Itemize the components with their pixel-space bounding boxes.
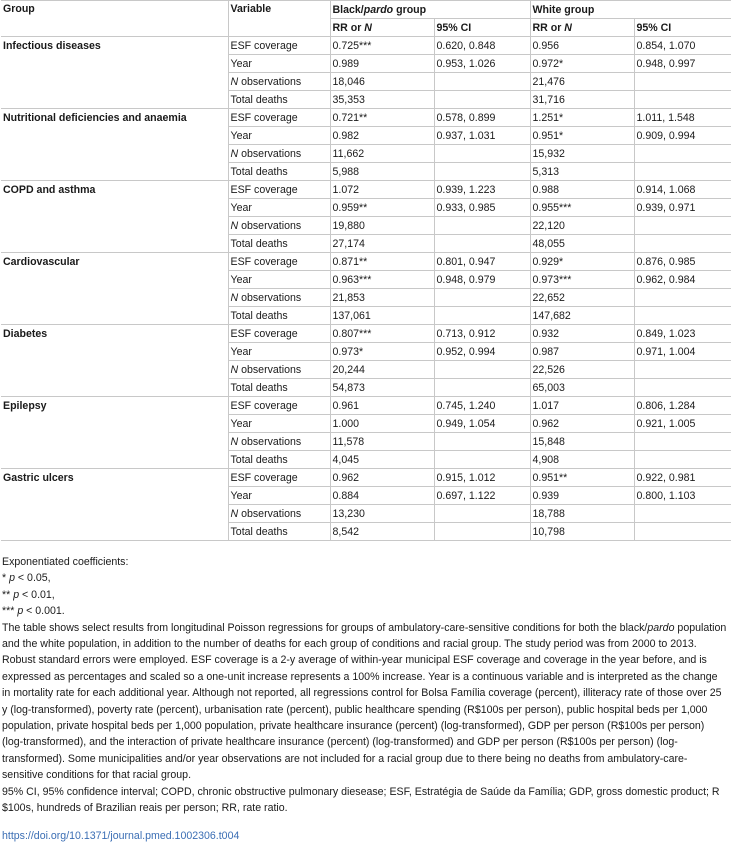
variable-label xyxy=(228,505,330,523)
header-black-italic: pardo xyxy=(363,3,394,16)
black-ci-empty xyxy=(434,163,530,181)
white-value: 22,120 xyxy=(530,217,634,235)
table-row xyxy=(1,145,731,163)
group-name: Gastric ulcers xyxy=(3,471,74,484)
black-ci-empty xyxy=(434,289,530,307)
black-rr: 0.963*** xyxy=(330,271,434,289)
table-row xyxy=(1,253,731,271)
note-description: The table shows select results from longitudinal Poisson regressions for groups of ambulatory-care-sensitive conditions for both the black/pardo population and the white population, in addition to the number of deaths for each group of conditions and racial group. The study period was from 2000 to 2013. Robust standard errors were employed. ESF coverage is a 2-y average of within-year municipal ESF coverage and coverage in the year before, and is expressed as percentages and scaled so a one-unit increase represents a 100% increase. Year is a continuous variable and is interpreted as the change in mortality rate for each additional year. Although not reported, all regressions control for Bolsa Família coverage (percent), illiteracy rate of those over 25 y (log-transformed), poverty rate (percent), urbanisation rate (percent), public healthcare spending (R$100s per person), public hospital beds per 1,000 population, private hospital beds per 1,000 population, private healthcare insurance (percent) (log-transformed), GDP per person (R$100s per person) (log-transformed), and the interaction of private healthcare insurance (percent) (log-transformed) and GDP per person (R$100s per person) (log-transformed). Some municipalities and/or year observations are not included for a racial group due to there being no deaths from ambulatory-care-sensitive conditions for that racial group. xyxy=(2,621,727,782)
nobs-italic: N xyxy=(230,75,239,88)
group-name xyxy=(1,55,228,73)
nobs-rest: observations xyxy=(238,507,302,520)
header-black-post: group xyxy=(393,3,427,16)
variable-label: Year xyxy=(228,55,330,73)
group-name xyxy=(1,217,228,235)
white-value: 65,003 xyxy=(530,379,634,397)
table-row xyxy=(1,55,731,73)
white-rr: 0.932 xyxy=(530,325,634,343)
table-row xyxy=(1,523,731,541)
black-value: 27,174 xyxy=(330,235,434,253)
black-value: 8,542 xyxy=(330,523,434,541)
white-ci: 0.939, 0.971 xyxy=(634,199,731,217)
white-ci-empty xyxy=(634,361,731,379)
variable-label xyxy=(228,145,330,163)
black-value: 11,578 xyxy=(330,433,434,451)
black-ci-empty xyxy=(434,91,530,109)
white-rr: 0.973*** xyxy=(530,271,634,289)
black-rr: 0.982 xyxy=(330,127,434,145)
black-value: 19,880 xyxy=(330,217,434,235)
white-rr: 0.972* xyxy=(530,55,634,73)
variable-label: ESF coverage xyxy=(228,325,330,343)
black-value: 35,353 xyxy=(330,91,434,109)
table-row xyxy=(1,433,731,451)
white-value: 10,798 xyxy=(530,523,634,541)
white-value: 4,908 xyxy=(530,451,634,469)
header-black-ci: 95% CI xyxy=(434,19,530,37)
white-rr: 0.955*** xyxy=(530,199,634,217)
sig-stars: ** xyxy=(2,588,14,601)
variable-label: ESF coverage xyxy=(228,469,330,487)
group-name: COPD and asthma xyxy=(3,183,96,196)
black-ci: 0.801, 0.947 xyxy=(434,253,530,271)
group-name xyxy=(1,91,228,109)
variable-label xyxy=(228,433,330,451)
table-row xyxy=(1,271,731,289)
variable-label: Total deaths xyxy=(228,523,330,541)
sig-p: p xyxy=(9,572,15,585)
variable-label xyxy=(228,361,330,379)
white-ci: 0.914, 1.068 xyxy=(634,181,731,199)
white-ci-empty xyxy=(634,433,731,451)
table-row xyxy=(1,73,731,91)
white-ci: 0.876, 0.985 xyxy=(634,253,731,271)
nobs-italic: N xyxy=(230,219,239,232)
black-ci: 0.952, 0.994 xyxy=(434,343,530,361)
table-row xyxy=(1,469,731,487)
table-row xyxy=(1,307,731,325)
table-row xyxy=(1,361,731,379)
white-ci-empty xyxy=(634,505,731,523)
header-black-pre: Black/ xyxy=(332,3,364,16)
black-rr: 1.000 xyxy=(330,415,434,433)
table-row xyxy=(1,397,731,415)
variable-label: ESF coverage xyxy=(228,37,330,55)
variable-label xyxy=(228,73,330,91)
note-sig-001 xyxy=(2,603,728,619)
group-name xyxy=(1,127,228,145)
group-name: Diabetes xyxy=(3,327,48,340)
nobs-italic: N xyxy=(230,363,239,376)
group-name xyxy=(1,271,228,289)
white-rr: 0.951** xyxy=(530,469,634,487)
black-value: 13,230 xyxy=(330,505,434,523)
nobs-italic: N xyxy=(230,435,239,448)
table-row xyxy=(1,415,731,433)
black-ci-empty xyxy=(434,505,530,523)
white-ci: 0.962, 0.984 xyxy=(634,271,731,289)
group-name xyxy=(1,523,228,541)
table-row xyxy=(1,199,731,217)
black-ci: 0.620, 0.848 xyxy=(434,37,530,55)
white-value: 22,526 xyxy=(530,361,634,379)
header-black-rr xyxy=(330,19,434,37)
white-ci-empty xyxy=(634,235,731,253)
white-rr: 0.962 xyxy=(530,415,634,433)
variable-label: Year xyxy=(228,199,330,217)
black-value: 137,061 xyxy=(330,307,434,325)
white-rr: 1.251* xyxy=(530,109,634,127)
group-name xyxy=(1,487,228,505)
white-rr: 0.929* xyxy=(530,253,634,271)
black-rr: 0.961 xyxy=(330,397,434,415)
white-rr: 0.988 xyxy=(530,181,634,199)
group-name xyxy=(1,163,228,181)
sig-stars: *** xyxy=(2,605,18,618)
table-row xyxy=(1,235,731,253)
black-value: 5,988 xyxy=(330,163,434,181)
black-ci: 0.915, 1.012 xyxy=(434,469,530,487)
white-value: 48,055 xyxy=(530,235,634,253)
black-ci-empty xyxy=(434,235,530,253)
white-ci: 0.971, 1.004 xyxy=(634,343,731,361)
table-row xyxy=(1,37,731,55)
variable-label: Year xyxy=(228,343,330,361)
table-row xyxy=(1,163,731,181)
black-ci: 0.948, 0.979 xyxy=(434,271,530,289)
doi-link[interactable]: https://doi.org/10.1371/journal.pmed.1002306.t004 xyxy=(2,829,240,842)
variable-label: Year xyxy=(228,127,330,145)
group-name xyxy=(1,379,228,397)
black-ci: 0.949, 1.054 xyxy=(434,415,530,433)
white-value: 22,652 xyxy=(530,289,634,307)
white-ci-empty xyxy=(634,217,731,235)
white-value: 31,716 xyxy=(530,91,634,109)
header-white-group: White group xyxy=(530,1,731,19)
nobs-rest: observations xyxy=(238,435,302,448)
white-ci-empty xyxy=(634,451,731,469)
black-ci: 0.939, 1.223 xyxy=(434,181,530,199)
variable-label: Total deaths xyxy=(228,235,330,253)
white-value: 21,476 xyxy=(530,73,634,91)
nobs-rest: observations xyxy=(238,363,302,376)
white-ci-empty xyxy=(634,307,731,325)
black-ci-empty xyxy=(434,433,530,451)
white-value: 147,682 xyxy=(530,307,634,325)
white-ci-empty xyxy=(634,523,731,541)
group-name: Epilepsy xyxy=(3,399,47,412)
white-ci: 0.800, 1.103 xyxy=(634,487,731,505)
sig-threshold: < 0.05, xyxy=(14,572,51,585)
black-ci-empty xyxy=(434,379,530,397)
white-value: 18,788 xyxy=(530,505,634,523)
black-rr: 0.959** xyxy=(330,199,434,217)
group-name xyxy=(1,415,228,433)
white-ci: 0.806, 1.284 xyxy=(634,397,731,415)
white-value: 15,848 xyxy=(530,433,634,451)
rr-pre: RR or xyxy=(532,21,565,34)
black-ci: 0.713, 0.912 xyxy=(434,325,530,343)
black-ci-empty xyxy=(434,451,530,469)
black-ci-empty xyxy=(434,73,530,91)
header-group: Group xyxy=(1,1,228,37)
variable-label: Total deaths xyxy=(228,91,330,109)
header-white-ci: 95% CI xyxy=(634,19,731,37)
black-value: 4,045 xyxy=(330,451,434,469)
black-ci-empty xyxy=(434,145,530,163)
nobs-rest: observations xyxy=(238,291,302,304)
black-ci-empty xyxy=(434,217,530,235)
variable-label: ESF coverage xyxy=(228,109,330,127)
table-row xyxy=(1,109,731,127)
white-value: 5,313 xyxy=(530,163,634,181)
variable-label xyxy=(228,217,330,235)
black-ci-empty xyxy=(434,361,530,379)
table-row xyxy=(1,217,731,235)
rr-pre: RR or xyxy=(332,21,365,34)
white-ci-empty xyxy=(634,91,731,109)
black-ci: 0.745, 1.240 xyxy=(434,397,530,415)
white-rr: 1.017 xyxy=(530,397,634,415)
table-row xyxy=(1,91,731,109)
black-value: 54,873 xyxy=(330,379,434,397)
black-ci: 0.937, 1.031 xyxy=(434,127,530,145)
nobs-italic: N xyxy=(230,291,239,304)
table-row xyxy=(1,343,731,361)
white-ci: 0.849, 1.023 xyxy=(634,325,731,343)
black-ci: 0.933, 0.985 xyxy=(434,199,530,217)
group-name xyxy=(1,343,228,361)
variable-label: Year xyxy=(228,487,330,505)
header-white-rr xyxy=(530,19,634,37)
table-row xyxy=(1,379,731,397)
sig-stars: * xyxy=(2,572,10,585)
black-rr: 0.884 xyxy=(330,487,434,505)
note-sig-05 xyxy=(2,570,728,586)
variable-label: ESF coverage xyxy=(228,397,330,415)
nobs-italic: N xyxy=(230,507,239,520)
group-name xyxy=(1,73,228,91)
sig-p: p xyxy=(13,588,20,601)
table-row xyxy=(1,325,731,343)
sig-p: p xyxy=(17,605,24,618)
variable-label: ESF coverage xyxy=(228,181,330,199)
black-rr: 0.807*** xyxy=(330,325,434,343)
black-rr: 0.973* xyxy=(330,343,434,361)
black-rr: 0.871** xyxy=(330,253,434,271)
group-name xyxy=(1,199,228,217)
white-ci: 0.921, 1.005 xyxy=(634,415,731,433)
white-ci: 1.011, 1.548 xyxy=(634,109,731,127)
black-value: 20,244 xyxy=(330,361,434,379)
table-row xyxy=(1,289,731,307)
table-row xyxy=(1,127,731,145)
header-variable: Variable xyxy=(228,1,330,37)
group-name xyxy=(1,505,228,523)
group-name xyxy=(1,307,228,325)
variable-label: Total deaths xyxy=(228,307,330,325)
black-value: 11,662 xyxy=(330,145,434,163)
black-ci: 0.697, 1.122 xyxy=(434,487,530,505)
group-name xyxy=(1,451,228,469)
variable-label: Year xyxy=(228,415,330,433)
sig-threshold: < 0.001. xyxy=(23,605,65,618)
white-ci-empty xyxy=(634,73,731,91)
header-black-group xyxy=(330,1,530,19)
nobs-rest: observations xyxy=(238,147,302,160)
black-value: 18,046 xyxy=(330,73,434,91)
variable-label xyxy=(228,289,330,307)
black-rr: 0.989 xyxy=(330,55,434,73)
white-ci: 0.909, 0.994 xyxy=(634,127,731,145)
nobs-rest: observations xyxy=(238,75,302,88)
white-rr: 0.939 xyxy=(530,487,634,505)
rr-italic: N xyxy=(364,21,372,34)
black-ci-empty xyxy=(434,523,530,541)
white-ci: 0.948, 0.997 xyxy=(634,55,731,73)
nobs-rest: observations xyxy=(238,219,302,232)
white-value: 15,932 xyxy=(530,145,634,163)
table-row xyxy=(1,181,731,199)
variable-label: Year xyxy=(228,271,330,289)
table-row xyxy=(1,487,731,505)
nobs-italic: N xyxy=(230,147,239,160)
white-rr: 0.951* xyxy=(530,127,634,145)
white-rr: 0.956 xyxy=(530,37,634,55)
table-row xyxy=(1,505,731,523)
variable-label: Total deaths xyxy=(228,451,330,469)
black-ci-empty xyxy=(434,307,530,325)
group-name xyxy=(1,361,228,379)
white-ci-empty xyxy=(634,379,731,397)
variable-label: Total deaths xyxy=(228,379,330,397)
black-ci: 0.578, 0.899 xyxy=(434,109,530,127)
group-name xyxy=(1,289,228,307)
group-name xyxy=(1,145,228,163)
group-name xyxy=(1,235,228,253)
note-exponentiated: Exponentiated coefficients: xyxy=(2,556,129,568)
variable-label: ESF coverage xyxy=(228,253,330,271)
black-ci: 0.953, 1.026 xyxy=(434,55,530,73)
group-name: Nutritional deficiencies and anaemia xyxy=(3,111,187,124)
black-rr: 1.072 xyxy=(330,181,434,199)
black-value: 21,853 xyxy=(330,289,434,307)
white-rr: 0.987 xyxy=(530,343,634,361)
white-ci: 0.854, 1.070 xyxy=(634,37,731,55)
white-ci-empty xyxy=(634,289,731,307)
table-body xyxy=(1,37,731,541)
sig-threshold: < 0.01, xyxy=(19,588,55,601)
white-ci-empty xyxy=(634,163,731,181)
group-name xyxy=(1,433,228,451)
white-ci-empty xyxy=(634,145,731,163)
black-rr: 0.725*** xyxy=(330,37,434,55)
rr-italic: N xyxy=(564,21,572,34)
results-table xyxy=(1,0,731,541)
note-sig-01 xyxy=(2,587,728,603)
table-notes xyxy=(2,554,728,817)
black-rr: 0.962 xyxy=(330,469,434,487)
table-row xyxy=(1,451,731,469)
group-name: Cardiovascular xyxy=(3,255,80,268)
group-name: Infectious diseases xyxy=(3,39,101,52)
white-ci: 0.922, 0.981 xyxy=(634,469,731,487)
black-rr: 0.721** xyxy=(330,109,434,127)
header-row-1 xyxy=(1,1,731,19)
note-abbreviations: 95% CI, 95% confidence interval; COPD, chronic obstructive pulmonary diesease; ESF, Estratégia de Saúde da Família; GDP, gross domestic product; R $100s, hundreds of Brazilian reais per person; RR, rate ratio. xyxy=(2,785,720,815)
variable-label: Total deaths xyxy=(228,163,330,181)
